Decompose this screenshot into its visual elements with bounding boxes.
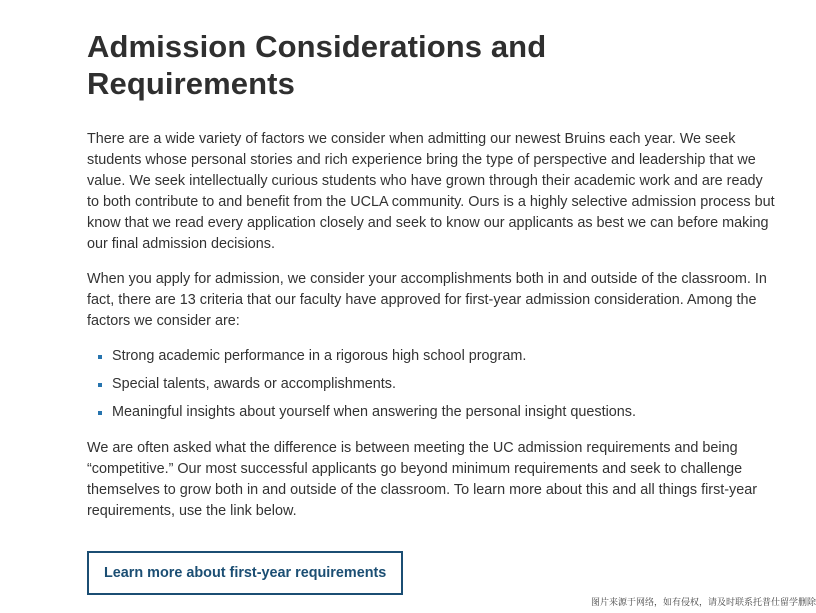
watermark-text: 图片来源于网络，如有侵权，请及时联系托普仕留学删除 [590, 598, 816, 608]
criteria-paragraph: When you apply for admission, we consider your accomplishments both in and outside of the classroom. In fact, there are 13 criteria that our faculty have approved for first-year admission consideration. Among the factors we consider are: [87, 271, 767, 329]
list-item [87, 374, 777, 395]
first-year-requirements-button[interactable]: Learn more about first-year requirements [87, 551, 403, 595]
list-item [87, 402, 777, 423]
page-title-line-2: Requirements [87, 66, 295, 101]
list-item-text: Special talents, awards or accomplishments. [112, 376, 396, 392]
square-bullet-icon [98, 355, 102, 359]
list-item-text: Meaningful insights about yourself when answering the personal insight questions. [112, 404, 636, 420]
page-title-line-1: Admission Considerations and [87, 29, 547, 64]
page-title [87, 28, 777, 102]
competitive-paragraph: We are often asked what the difference is between meeting the UC admission requirements and being “competitive.” Our most successful applicants go beyond minimum requirements and seek to challenge themselves to grow both in and outside of the classroom. To learn more about this and all things first-year requirements, use the link below. [87, 440, 758, 519]
intro-paragraph: There are a wide variety of factors we consider when admitting our newest Bruins each year. We seek students whose personal stories and rich experience bring the type of perspective and leadership that we value. We seek intellectually curious students who have grown through their academic work and are ready to both contribute to and benefit from the UCLA community. Ours is a highly selective admission process but know that we read every application closely and seek to know our applicants as best we can before making our final admission decisions. [87, 131, 775, 252]
list-item-text: Strong academic performance in a rigorous high school program. [112, 348, 527, 364]
square-bullet-icon [98, 383, 102, 387]
factors-list [87, 346, 777, 423]
main-content [87, 28, 777, 595]
square-bullet-icon [98, 411, 102, 415]
list-item [87, 346, 777, 367]
